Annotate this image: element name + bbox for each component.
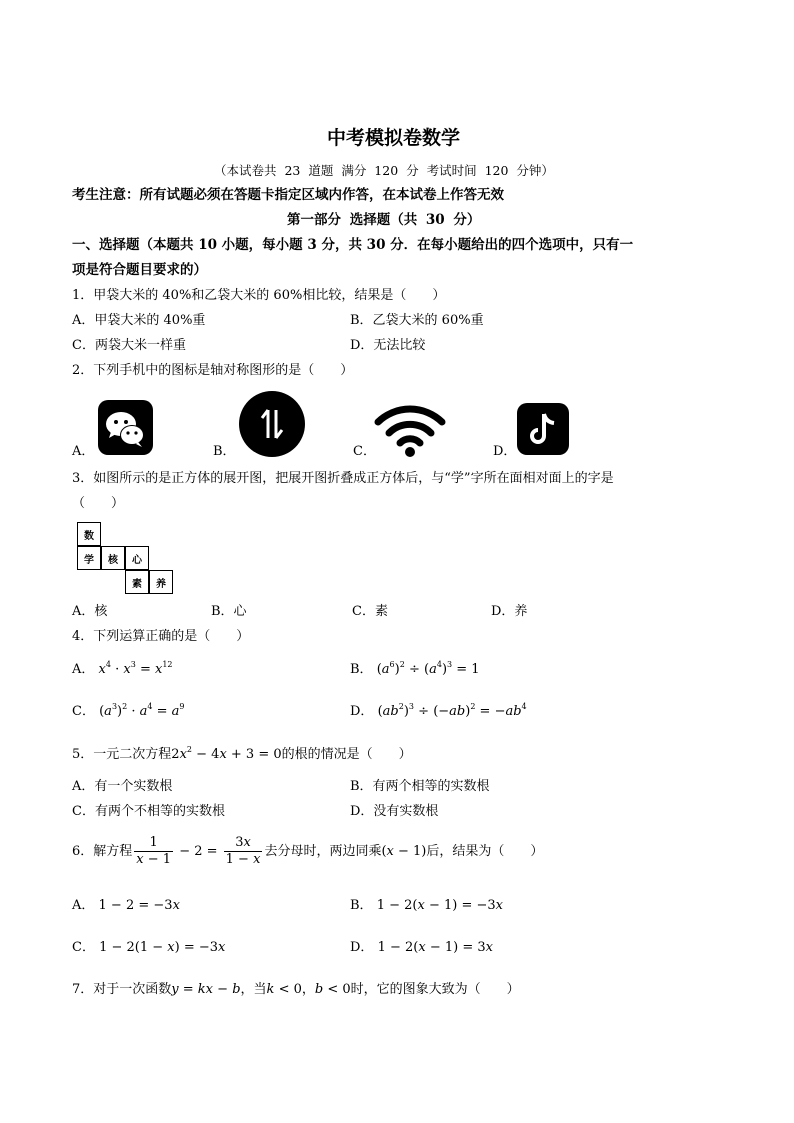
net-cell: 核 (101, 546, 125, 570)
question-2-option-c-label: C． (353, 444, 376, 459)
question-6-option-a (72, 898, 180, 914)
fraction: $\frac{3x}{1 - x}$ (225, 835, 261, 867)
exam-notice: 考生注意：所有试题必须在答题卡指定区域内作答，在本试卷上作答无效 (72, 187, 504, 203)
formula: 1 − 2(x − 1) = −3x (376, 898, 503, 913)
formula: $(a^6)^2 \div (a^4)^3 = 1$ (376, 660, 480, 677)
question-6-option-c (72, 940, 225, 956)
question-4-option-c (72, 704, 185, 720)
net-cell: 学 (77, 546, 101, 570)
question-4-option-d (350, 704, 527, 720)
net-cell: 数 (77, 522, 101, 546)
formula: 1 − 2(x − 1) = 3x (377, 940, 493, 955)
question-2-option-d-label: D． (493, 444, 517, 459)
question-6-stem: 6．解方程 $\frac{1}{x - 1}$ − 2 = $\frac{3x}{1 - x}$ 去分母时，两边同乘(x − 1)后，结果为（ ） (72, 835, 544, 867)
option-label: B． (350, 898, 373, 913)
stem-text: 的根的情况是（ ） (281, 747, 412, 762)
option-label: C． (72, 704, 95, 719)
formula: (x − 1) (381, 844, 427, 859)
stem-text: 7．对于一次函数 (72, 982, 172, 997)
question-1-option-b: B．乙袋大米的 60%重 (350, 313, 484, 328)
net-cell: 养 (149, 570, 173, 594)
question-1-option-a: A．甲袋大米的 40%重 (72, 313, 206, 328)
question-4-option-a (72, 662, 173, 678)
question-5-option-c: C．有两个不相等的实数根 (72, 804, 225, 819)
question-1-option-d: D．无法比较 (350, 338, 426, 353)
question-6-option-b (350, 898, 503, 914)
formula: 1 − 2 = −3x (98, 898, 180, 913)
option-label: A． (72, 662, 95, 677)
formula: $(a^3)^2 \cdot a^4 = a^9$ (99, 702, 185, 719)
question-3-option-b: B．心 (211, 604, 247, 619)
fraction: $\frac{1}{x - 1}$ (136, 835, 172, 867)
page-title: 中考模拟卷数学 (327, 127, 461, 149)
question-4-stem: 4．下列运算正确的是（ ） (72, 629, 250, 644)
part-heading: 第一部分 选择题（共 30 分） (287, 212, 481, 228)
stem-text: 6．解方程 (72, 844, 133, 859)
option-label: A． (72, 898, 95, 913)
option-label: D． (350, 940, 374, 955)
question-5-option-d: D．没有实数根 (350, 804, 439, 819)
data-transfer-icon (238, 390, 306, 458)
stem-text: 后，结果为（ ） (426, 844, 544, 859)
section-heading-line2: 项是符合题目要求的） (72, 262, 207, 278)
question-3-option-d: D．养 (491, 604, 528, 619)
stem-text: 时，它的图象大致为（ ） (350, 982, 520, 997)
net-cell: 心 (125, 546, 149, 570)
formula: y = kx − b (171, 982, 241, 997)
question-5-stem (72, 747, 412, 763)
tiktok-icon (517, 403, 569, 455)
question-3-option-c: C．素 (352, 604, 388, 619)
question-1-option-c: C．两袋大米一样重 (72, 338, 186, 353)
section-heading-line1: 一、选择题（本题共 10 小题，每小题 3 分，共 30 分．在每小题给出的四个选项中，只有一 (72, 237, 634, 253)
option-label: B． (350, 662, 373, 677)
option-label: C． (72, 940, 95, 955)
stem-text: 去分母时，两边同乘 (264, 844, 382, 859)
wifi-icon (374, 402, 446, 458)
exam-info: （本试卷共 23 道题 满分 120 分 考试时间 120 分钟） (214, 163, 554, 178)
question-3-stem-line2: （ ） (72, 496, 125, 511)
net-cell: 素 (125, 570, 149, 594)
question-2-option-b-label: B． (213, 444, 236, 459)
question-2-option-a-label: A． (72, 444, 95, 459)
stem-text: ，当 (240, 982, 267, 997)
formula: b < 0 (314, 982, 351, 997)
formula: 1 − 2(1 − x) = −3x (99, 940, 226, 955)
formula: $(ab^2)^3 \div (-ab)^2 = -ab^4$ (377, 702, 527, 719)
option-label: D． (350, 704, 374, 719)
question-5-option-a: A．有一个实数根 (72, 779, 173, 794)
question-3-stem-line1: 3．如图所示的是正方体的展开图，把展开图折叠成正方体后，与“学”字所在面相对面上的字是 (72, 471, 614, 486)
question-7-stem (72, 982, 520, 998)
stem-text: 5．一元二次方程 (72, 747, 172, 762)
question-6-option-d (350, 940, 493, 956)
question-5-option-b: B．有两个相等的实数根 (350, 779, 490, 794)
question-4-option-b (350, 662, 480, 678)
formula: $2x^2 - 4x + 3 = 0$ (171, 745, 282, 762)
question-3-option-a: A．核 (72, 604, 108, 619)
formula: k < 0 (266, 982, 302, 997)
question-1-stem: 1．甲袋大米的 40%和乙袋大米的 60%相比较，结果是（ ） (72, 288, 446, 303)
stem-text: ， (301, 982, 315, 997)
formula: $x^4 \cdot x^3 = x^{12}$ (98, 660, 173, 677)
wechat-icon (98, 400, 153, 455)
question-2-stem: 2．下列手机中的图标是轴对称图形的是（ ） (72, 363, 354, 378)
